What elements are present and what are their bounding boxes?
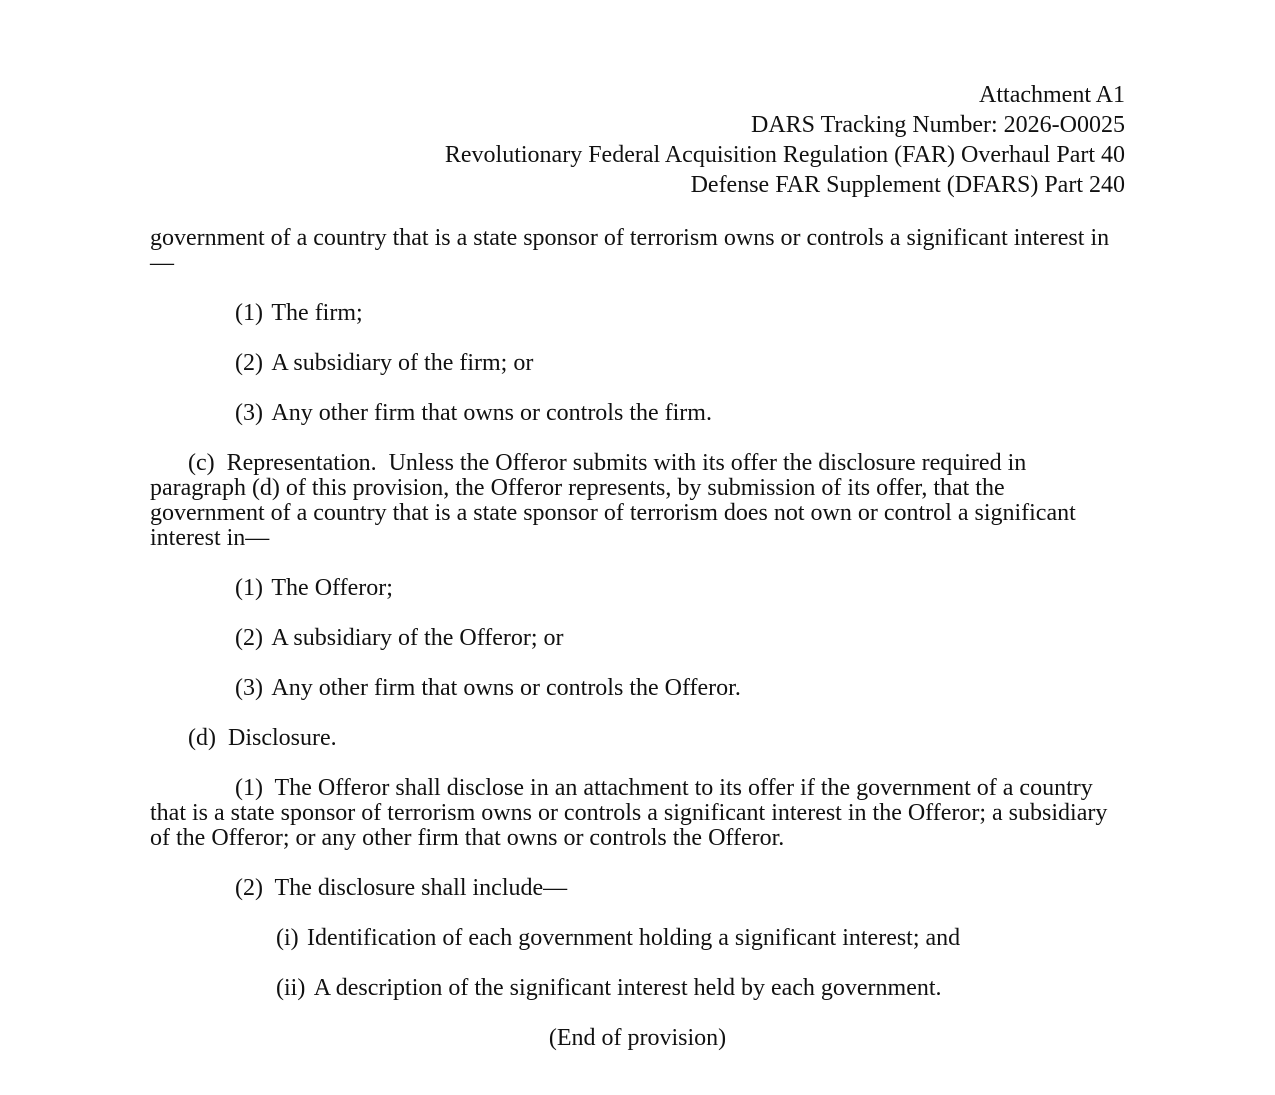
representation-paragraph: (c) Representation. Unless the Offeror submits with its offer the disclosure required in paragraph (d) of this provision, the Offeror represents, by submission of its offer, that the government of a country that is a state sponsor of terrorism does not own or control a significant interest in— — [150, 450, 1082, 551]
document-header — [445, 80, 1125, 200]
list-item — [150, 676, 1125, 701]
item-label: (ii) — [276, 975, 306, 1001]
provision-body — [150, 226, 1125, 1051]
list-item — [150, 926, 1125, 951]
item-label: (i) — [276, 925, 299, 951]
disclosure-heading: (d) Disclosure. — [188, 725, 337, 751]
item-text: Any other firm that owns or controls the Offeror. — [271, 675, 741, 701]
dfars-part-title: Defense FAR Supplement (DFARS) Part 240 — [690, 172, 1125, 198]
item-text: A subsidiary of the Offeror; or — [271, 625, 564, 651]
item-text: Any other firm that owns or controls the firm. — [271, 400, 712, 426]
item-label: (2) — [235, 625, 263, 651]
item-text: The Offeror; — [271, 575, 393, 601]
intro-paragraph: government of a country that is a state sponsor of terrorism owns or controls a significant interest in— — [150, 225, 1110, 276]
item-text: A subsidiary of the firm; or — [271, 350, 534, 376]
item-label: (1) — [235, 575, 263, 601]
item-label: (3) — [235, 400, 263, 426]
disclosure-paragraph-2: (2) The disclosure shall include— — [235, 875, 568, 901]
tracking-number: DARS Tracking Number: 2026-O0025 — [750, 112, 1125, 138]
list-item — [150, 626, 1125, 651]
disclosure-paragraph-1: (1) The Offeror shall disclose in an attachment to its offer if the government of a country that is a state sponsor of terrorism owns or controls a significant interest in the Offeror; a subsidiary of the Offeror; or any other firm that owns or controls the Offeror. — [150, 775, 1114, 851]
item-text: The firm; — [271, 300, 363, 326]
item-label: (3) — [235, 675, 263, 701]
list-item — [150, 976, 1125, 1001]
list-item — [150, 576, 1125, 601]
item-label: (1) — [235, 300, 263, 326]
far-part-title: Revolutionary Federal Acquisition Regulation (FAR) Overhaul Part 40 — [444, 142, 1125, 168]
item-text: A description of the significant interest held by each government. — [313, 975, 942, 1001]
attachment-label: Attachment A1 — [979, 82, 1125, 108]
list-item — [150, 401, 1125, 426]
item-text: Identification of each government holding a significant interest; and — [307, 925, 961, 951]
list-item — [150, 301, 1125, 326]
item-label: (2) — [235, 350, 263, 376]
list-item — [150, 351, 1125, 376]
end-of-provision: (End of provision) — [548, 1025, 727, 1051]
